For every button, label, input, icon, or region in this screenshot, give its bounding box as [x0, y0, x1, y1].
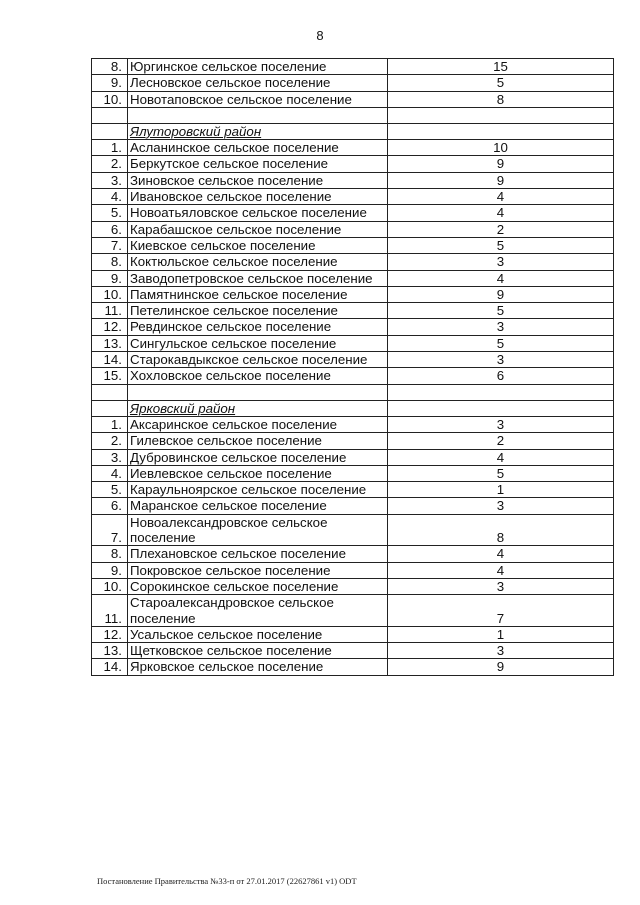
deputies-count: 3 [388, 643, 614, 659]
count-cell [388, 400, 614, 416]
settlement-name: Староалександровское сельское поселение [128, 595, 388, 627]
row-number: 9. [92, 75, 128, 91]
row-number: 9. [92, 270, 128, 286]
deputies-count: 3 [388, 578, 614, 594]
table-row [92, 75, 614, 91]
settlement-name: Коктюльское сельское поселение [128, 254, 388, 270]
table-row [92, 498, 614, 514]
deputies-count: 5 [388, 465, 614, 481]
deputies-count: 5 [388, 237, 614, 253]
table-row-spacer [92, 384, 614, 400]
deputies-count: 2 [388, 221, 614, 237]
settlement-name-cell [128, 107, 388, 123]
table-row [92, 319, 614, 335]
deputies-count: 3 [388, 319, 614, 335]
settlement-name: Ревдинское сельское поселение [128, 319, 388, 335]
settlement-name: Беркутское сельское поселение [128, 156, 388, 172]
deputies-count: 9 [388, 286, 614, 302]
deputies-count: 4 [388, 270, 614, 286]
settlement-name: Дубровинское сельское поселение [128, 449, 388, 465]
table-row [92, 562, 614, 578]
row-number: 8. [92, 254, 128, 270]
deputies-count: 3 [388, 352, 614, 368]
document-footer: Постановление Правительства №33-п от 27.01.2017 (22627861 v1) ODT [97, 876, 357, 886]
count-cell [388, 384, 614, 400]
row-number: 11. [92, 595, 128, 627]
settlement-name-cell [128, 384, 388, 400]
settlement-name: Юргинское сельское поселение [128, 59, 388, 75]
row-number: 13. [92, 643, 128, 659]
row-number: 12. [92, 626, 128, 642]
row-number: 1. [92, 140, 128, 156]
table-row [92, 335, 614, 351]
deputies-count: 9 [388, 659, 614, 675]
table-row [92, 626, 614, 642]
deputies-count: 15 [388, 59, 614, 75]
district-name: Ялуторовский район [128, 123, 388, 139]
deputies-count: 6 [388, 368, 614, 384]
deputies-count: 4 [388, 546, 614, 562]
settlement-name: Щетковское сельское поселение [128, 643, 388, 659]
deputies-count: 4 [388, 189, 614, 205]
row-number-cell [92, 107, 128, 123]
deputies-count: 4 [388, 449, 614, 465]
table-row [92, 352, 614, 368]
row-number: 6. [92, 498, 128, 514]
deputies-count: 9 [388, 156, 614, 172]
row-number: 10. [92, 286, 128, 302]
deputies-count: 8 [388, 91, 614, 107]
district-heading-row [92, 123, 614, 139]
table-row [92, 659, 614, 675]
settlement-name: Ярковское сельское поселение [128, 659, 388, 675]
row-number: 10. [92, 91, 128, 107]
deputies-count: 3 [388, 498, 614, 514]
settlement-name: Сорокинское сельское поселение [128, 578, 388, 594]
row-number: 4. [92, 189, 128, 205]
row-number: 7. [92, 237, 128, 253]
table-row [92, 205, 614, 221]
settlement-name: Хохловское сельское поселение [128, 368, 388, 384]
row-number: 2. [92, 156, 128, 172]
settlement-name: Лесновское сельское поселение [128, 75, 388, 91]
count-cell [388, 123, 614, 139]
row-number: 7. [92, 514, 128, 546]
row-number: 3. [92, 449, 128, 465]
table-row [92, 59, 614, 75]
settlements-table [91, 58, 614, 676]
row-number: 14. [92, 659, 128, 675]
row-number: 13. [92, 335, 128, 351]
row-number: 4. [92, 465, 128, 481]
deputies-count: 1 [388, 482, 614, 498]
table-row [92, 286, 614, 302]
settlement-name: Новотаповское сельское поселение [128, 91, 388, 107]
table-row [92, 156, 614, 172]
row-number: 5. [92, 482, 128, 498]
table-row [92, 140, 614, 156]
table-row [92, 270, 614, 286]
row-number: 10. [92, 578, 128, 594]
count-cell [388, 107, 614, 123]
row-number: 8. [92, 546, 128, 562]
row-number-cell [92, 400, 128, 416]
deputies-count: 5 [388, 75, 614, 91]
deputies-count: 7 [388, 595, 614, 627]
row-number-cell [92, 384, 128, 400]
row-number: 9. [92, 562, 128, 578]
row-number: 2. [92, 433, 128, 449]
settlement-name: Усальское сельское поселение [128, 626, 388, 642]
page-number: 8 [316, 28, 324, 43]
row-number: 3. [92, 172, 128, 188]
deputies-count: 4 [388, 205, 614, 221]
row-number: 5. [92, 205, 128, 221]
settlement-name: Сингульское сельское поселение [128, 335, 388, 351]
settlement-name: Старокавдыкское сельское поселение [128, 352, 388, 368]
table-row [92, 595, 614, 627]
settlement-name: Киевское сельское поселение [128, 237, 388, 253]
table-row [92, 465, 614, 481]
settlement-name: Караульноярское сельское поселение [128, 482, 388, 498]
row-number: 14. [92, 352, 128, 368]
row-number: 11. [92, 303, 128, 319]
deputies-count: 1 [388, 626, 614, 642]
settlement-name: Новоалександровское сельское поселение [128, 514, 388, 546]
settlement-name: Карабашское сельское поселение [128, 221, 388, 237]
deputies-count: 5 [388, 303, 614, 319]
table-row [92, 237, 614, 253]
table-row-spacer [92, 107, 614, 123]
deputies-count: 3 [388, 254, 614, 270]
deputies-count: 3 [388, 416, 614, 432]
row-number-cell [92, 123, 128, 139]
settlement-name: Маранское сельское поселение [128, 498, 388, 514]
table-row [92, 514, 614, 546]
row-number: 15. [92, 368, 128, 384]
table-row [92, 416, 614, 432]
deputies-count: 10 [388, 140, 614, 156]
deputies-count: 8 [388, 514, 614, 546]
table-row [92, 368, 614, 384]
settlement-name: Новоатьяловское сельское поселение [128, 205, 388, 221]
deputies-count: 2 [388, 433, 614, 449]
settlement-name: Гилевское сельское поселение [128, 433, 388, 449]
row-number: 1. [92, 416, 128, 432]
settlement-name: Плехановское сельское поселение [128, 546, 388, 562]
district-name: Ярковский район [128, 400, 388, 416]
settlement-name: Иевлевское сельское поселение [128, 465, 388, 481]
settlements-table-body [92, 59, 614, 676]
settlement-name: Петелинское сельское поселение [128, 303, 388, 319]
settlement-name: Заводопетровское сельское поселение [128, 270, 388, 286]
deputies-count: 9 [388, 172, 614, 188]
settlement-name: Асланинское сельское поселение [128, 140, 388, 156]
table-row [92, 546, 614, 562]
table-row [92, 449, 614, 465]
settlement-name: Аксаринское сельское поселение [128, 416, 388, 432]
settlement-name: Покровское сельское поселение [128, 562, 388, 578]
table-row [92, 91, 614, 107]
settlement-name: Ивановское сельское поселение [128, 189, 388, 205]
table-row [92, 189, 614, 205]
table-row [92, 254, 614, 270]
row-number: 8. [92, 59, 128, 75]
settlement-name: Зиновское сельское поселение [128, 172, 388, 188]
deputies-count: 5 [388, 335, 614, 351]
row-number: 6. [92, 221, 128, 237]
table-row [92, 578, 614, 594]
deputies-count: 4 [388, 562, 614, 578]
table-row [92, 172, 614, 188]
table-row [92, 643, 614, 659]
district-heading-row [92, 400, 614, 416]
table-row [92, 482, 614, 498]
settlement-name: Памятнинское сельское поселение [128, 286, 388, 302]
table-row [92, 433, 614, 449]
table-row [92, 221, 614, 237]
row-number: 12. [92, 319, 128, 335]
table-row [92, 303, 614, 319]
